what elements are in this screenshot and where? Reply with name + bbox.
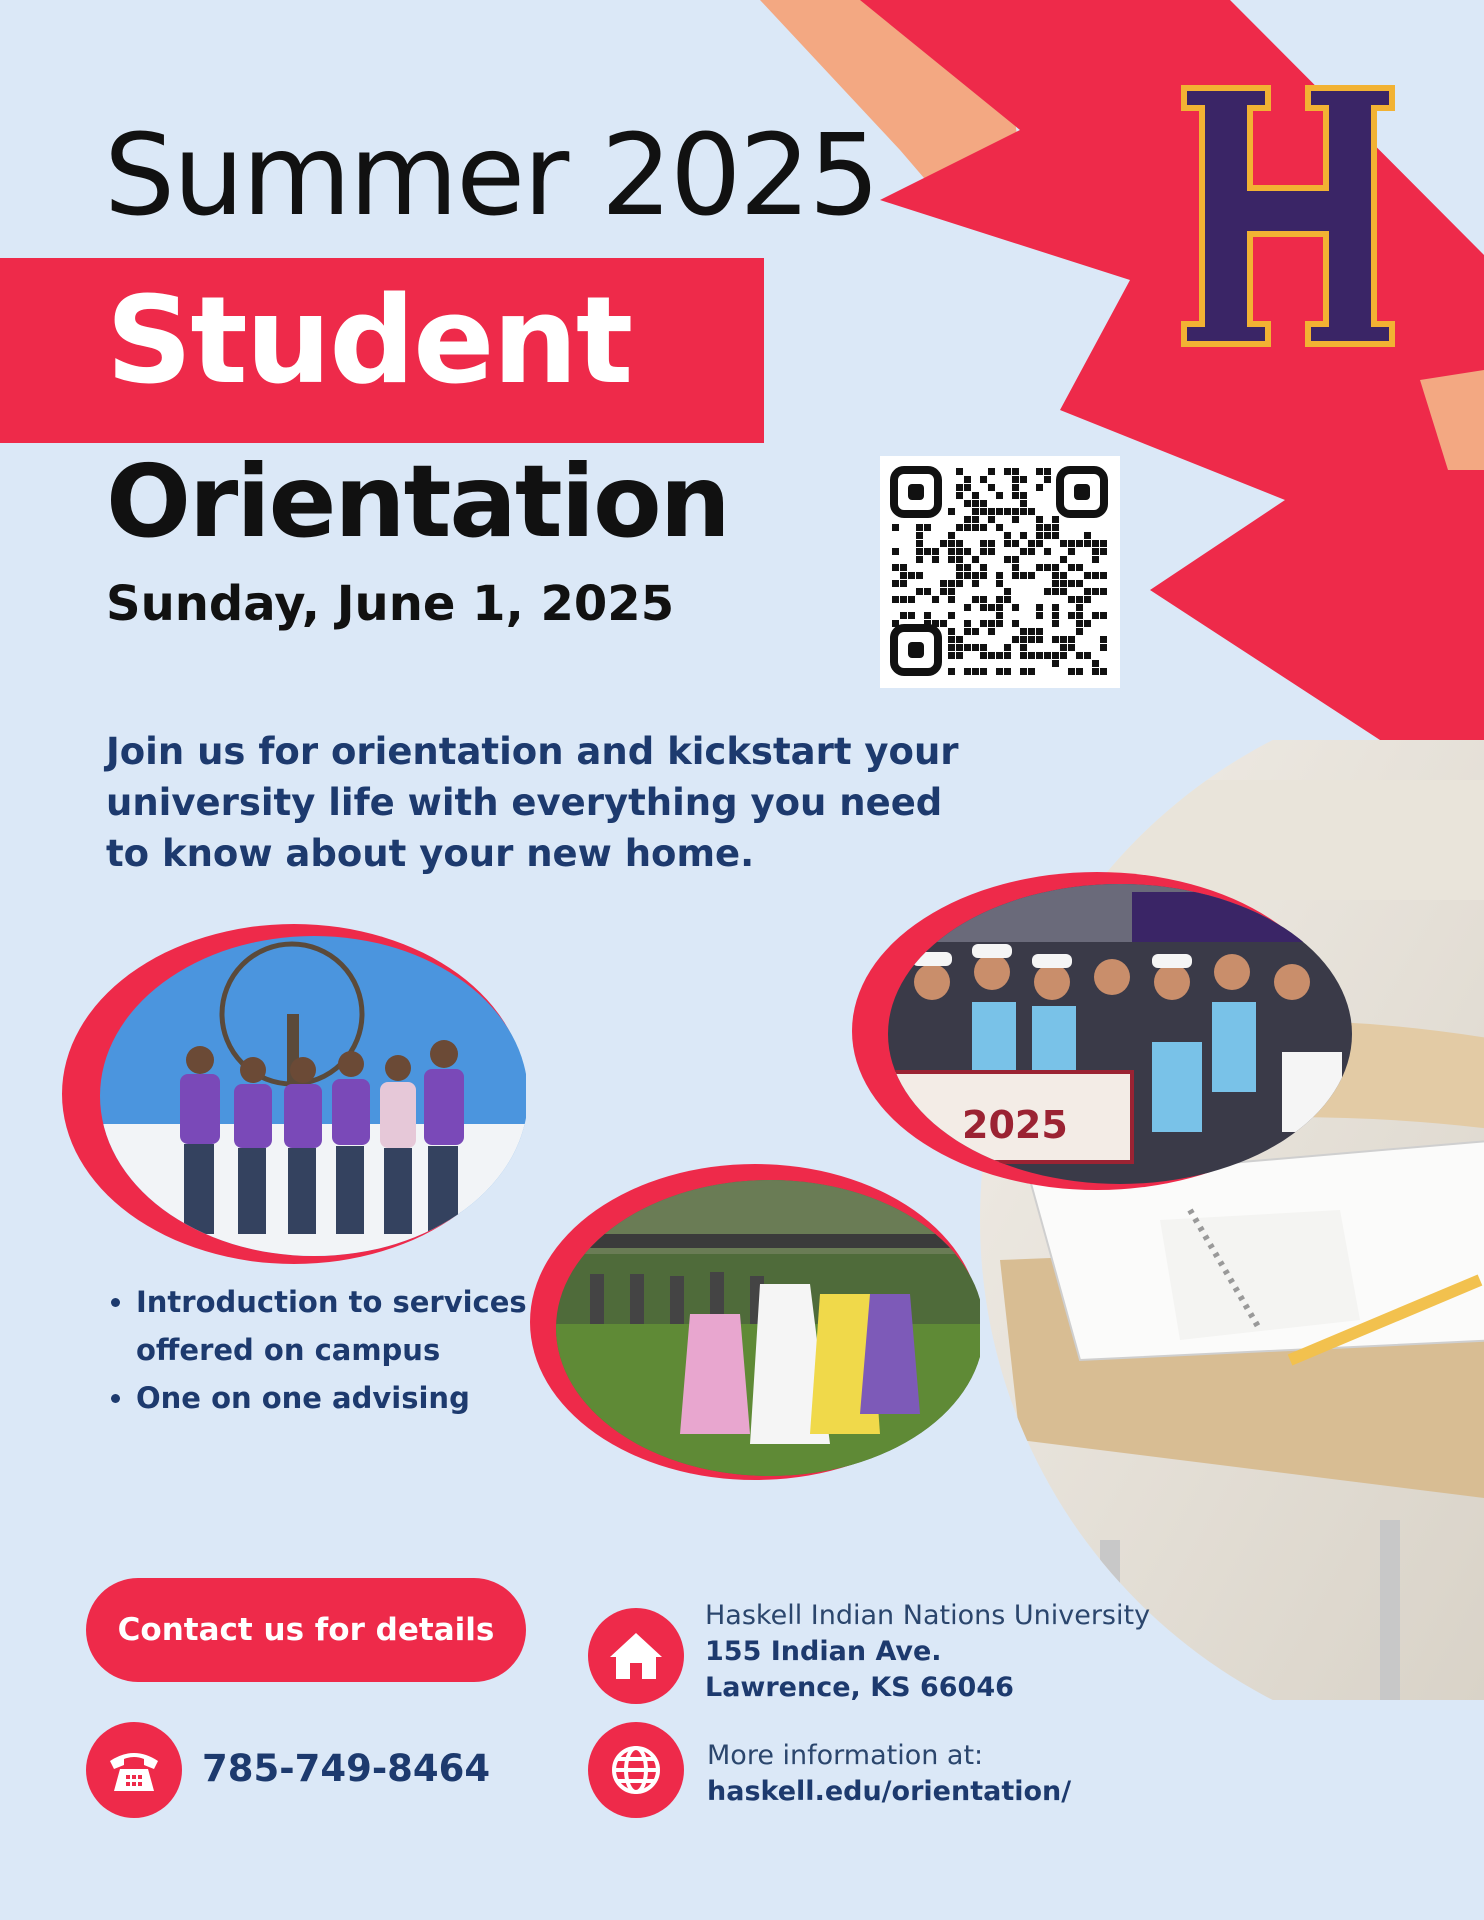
contact-button[interactable]: Contact us for details (86, 1578, 526, 1682)
address-city: Lawrence, KS 66046 (705, 1672, 1014, 1703)
intro-text: Join us for orientation and kickstart your university life with everything you need to know about your new home. (106, 730, 959, 875)
address-street: 155 Indian Ave. (705, 1636, 942, 1667)
globe-icon (608, 1742, 664, 1798)
powwow-photo (530, 1164, 980, 1480)
university-name: Haskell Indian Nations University (705, 1600, 1151, 1631)
telephone-icon (106, 1745, 162, 1795)
banner-year: 2025 (962, 1103, 1068, 1147)
basketball-photo (852, 872, 1352, 1190)
title-orientation: Orientation (106, 443, 729, 560)
website-link[interactable]: haskell.edu/orientation/ (707, 1776, 1072, 1807)
title-student: Student (106, 272, 632, 411)
home-icon (606, 1629, 666, 1683)
list-item: • One on one advising (136, 1374, 536, 1422)
event-date: Sunday, June 1, 2025 (106, 576, 675, 632)
website-label: More information at: (707, 1740, 984, 1771)
phone-icon-circle[interactable] (86, 1722, 182, 1818)
list-item: • Introduction to services offered on campus (136, 1278, 536, 1374)
globe-icon-circle[interactable] (588, 1722, 684, 1818)
phone-number[interactable]: 785-749-8464 (202, 1747, 491, 1790)
h-logo (1180, 84, 1396, 348)
h-logo-letter (1184, 88, 1392, 344)
qr-code-icon (880, 456, 1120, 688)
group-photo (62, 924, 526, 1264)
benefits-list (96, 1278, 536, 1422)
title-summer: Summer 2025 (104, 111, 878, 241)
home-icon-circle (588, 1608, 684, 1704)
qr-code[interactable] (880, 456, 1120, 688)
